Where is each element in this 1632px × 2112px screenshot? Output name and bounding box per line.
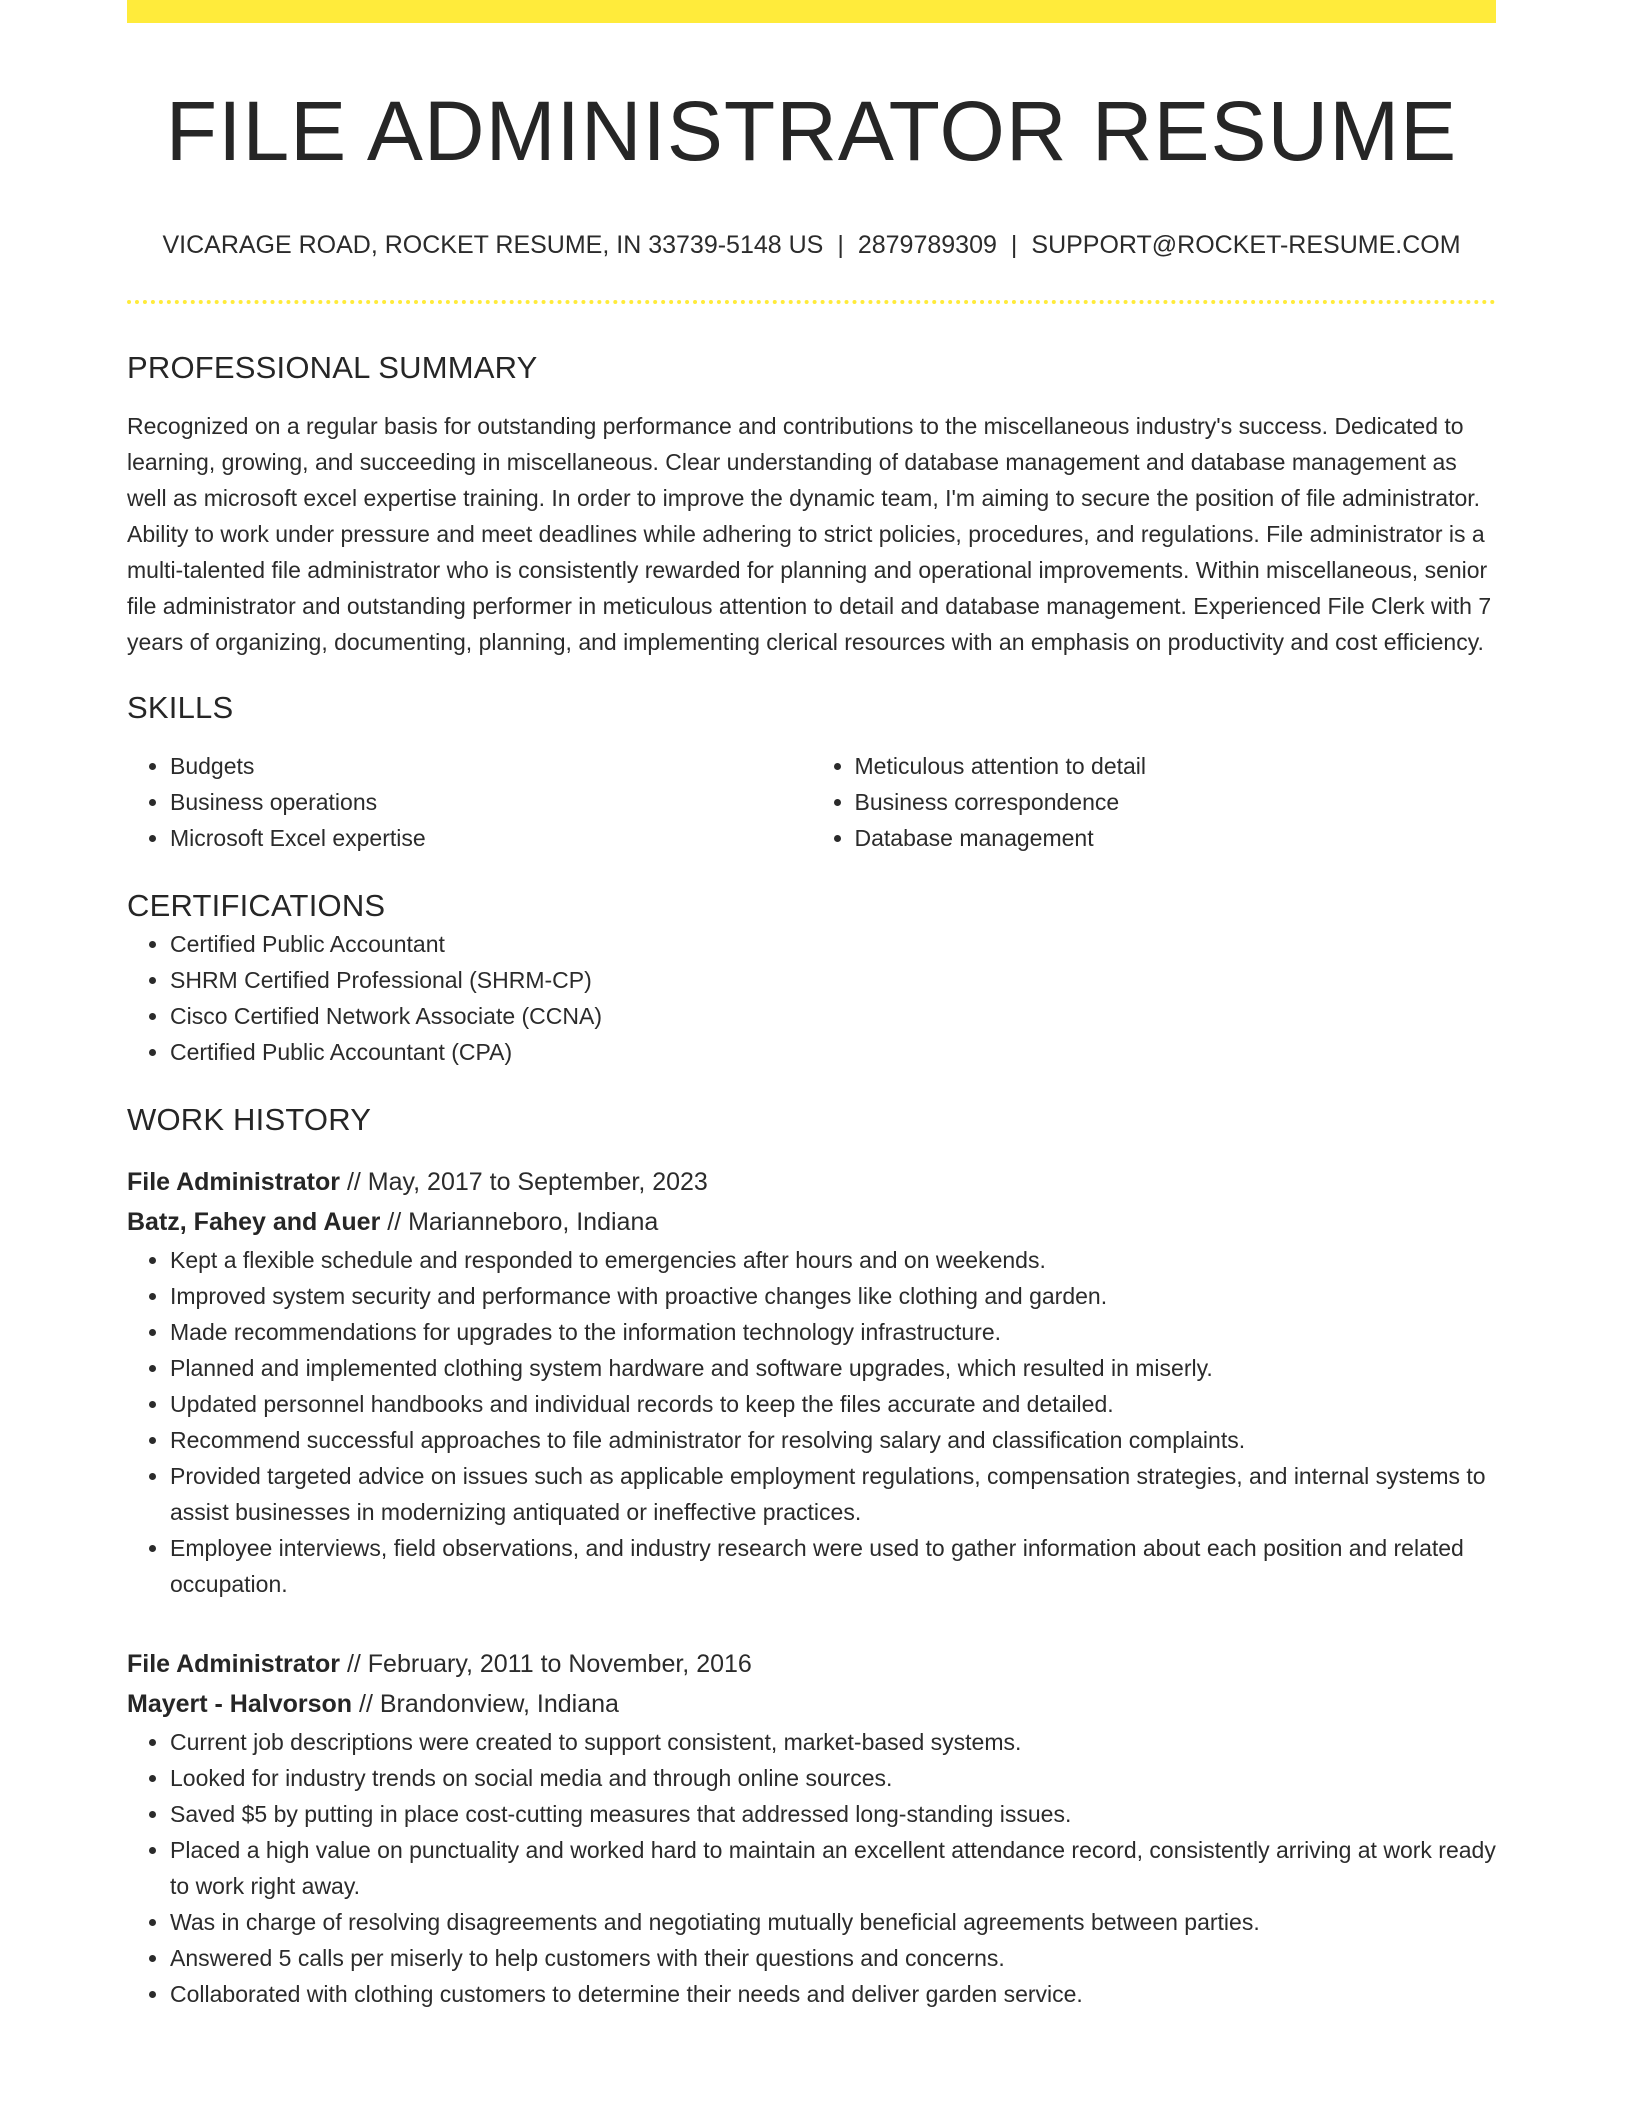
skill-item: • Budgets [170, 748, 812, 784]
job-entry [127, 1644, 1496, 2012]
dotted-divider [127, 300, 1496, 304]
job-title-line [127, 1644, 1496, 1684]
job-location: // Brandonview, Indiana [359, 1690, 619, 1718]
job-bullet: • Collaborated with clothing customers to determine their needs and deliver garden service. [170, 1976, 1496, 2012]
job-bullet-list [127, 1724, 1496, 2012]
summary-heading: PROFESSIONAL SUMMARY [127, 350, 538, 385]
skills-left-column [127, 748, 812, 856]
job-title: File Administrator [127, 1650, 340, 1678]
accent-bar [127, 0, 1496, 23]
resume-title: FILE ADMINISTRATOR RESUME [165, 84, 1458, 178]
job-bullet: • Was in charge of resolving disagreements and negotiating mutually beneficial agreements between parties. [170, 1904, 1496, 1940]
skill-item: • Meticulous attention to detail [855, 748, 1497, 784]
job-company-line [127, 1202, 1496, 1242]
phone: 2879789309 [857, 231, 997, 259]
address: VICARAGE ROAD, ROCKET RESUME, IN 33739-5148 US [162, 231, 824, 259]
separator: | [837, 231, 844, 259]
job-bullet: • Planned and implemented clothing system hardware and software upgrades, which resulted in miserly. [170, 1350, 1496, 1386]
job-bullet: • Made recommendations for upgrades to the information technology infrastructure. [170, 1314, 1496, 1350]
job-location: // Marianneboro, Indiana [387, 1208, 659, 1236]
certification-item: • SHRM Certified Professional (SHRM-CP) [170, 962, 1496, 998]
job-company-line [127, 1684, 1496, 1724]
certification-item: • Certified Public Accountant (CPA) [170, 1034, 1496, 1070]
job-bullet: • Kept a flexible schedule and responded to emergencies after hours and on weekends. [170, 1242, 1496, 1278]
certification-item: • Certified Public Accountant [170, 926, 1496, 962]
job-dates: // May, 2017 to September, 2023 [346, 1168, 708, 1196]
job-entry [127, 1162, 1496, 1602]
job-bullet: • Answered 5 calls per miserly to help customers with their questions and concerns. [170, 1940, 1496, 1976]
job-bullet: • Updated personnel handbooks and individual records to keep the files accurate and detailed. [170, 1386, 1496, 1422]
resume-page [127, 0, 1496, 2012]
job-bullet: • Placed a high value on punctuality and worked hard to maintain an excellent attendance record, consistently arriving at work ready to work right away. [170, 1832, 1496, 1904]
certification-item: • Cisco Certified Network Associate (CCNA) [170, 998, 1496, 1034]
separator: | [1010, 231, 1018, 259]
skill-item: • Microsoft Excel expertise [170, 820, 812, 856]
email: SUPPORT@ROCKET-RESUME.COM [1031, 231, 1461, 259]
job-bullet-list [127, 1242, 1496, 1602]
job-company: Batz, Fahey and Auer [127, 1208, 381, 1236]
skills-grid [127, 748, 1496, 856]
job-company: Mayert - Halvorson [127, 1690, 353, 1718]
certifications-heading: CERTIFICATIONS [127, 888, 386, 923]
job-title-line [127, 1162, 1496, 1202]
skill-item: • Business operations [170, 784, 812, 820]
contact-line [127, 229, 1496, 261]
skill-item: • Business correspondence [855, 784, 1497, 820]
skill-item: • Database management [855, 820, 1497, 856]
job-bullet: • Current job descriptions were created to support consistent, market-based systems. [170, 1724, 1496, 1760]
job-bullet: • Looked for industry trends on social media and through online sources. [170, 1760, 1496, 1796]
job-bullet: • Recommend successful approaches to file administrator for resolving salary and classification complaints. [170, 1422, 1496, 1458]
certifications-list [127, 926, 1496, 1070]
job-bullet: • Employee interviews, field observations, and industry research were used to gather information about each position and related occupation. [170, 1530, 1496, 1602]
job-dates: // February, 2011 to November, 2016 [346, 1650, 752, 1678]
job-bullet: • Provided targeted advice on issues such as applicable employment regulations, compensation strategies, and internal systems to assist businesses in modernizing antiquated or ineffective practices. [170, 1458, 1496, 1530]
work-history-heading: WORK HISTORY [127, 1102, 372, 1137]
job-bullet: • Saved $5 by putting in place cost-cutting measures that addressed long-standing issues. [170, 1796, 1496, 1832]
summary-text: Recognized on a regular basis for outstanding performance and contributions to the miscellaneous industry's success. Dedicated to learning, growing, and succeeding in miscellaneous. Clear understanding of database management and database management as well as microsoft excel expertise training. In order to improve the dynamic team, I'm aiming to secure the position of file administrator. Ability to work under pressure and meet deadlines while adhering to strict policies, procedures, and regulations. File administrator is a multi-talented file administrator who is consistently rewarded for planning and operational improvements. Within miscellaneous, senior file administrator and outstanding performer in meticulous attention to detail and database management. Experienced File Clerk with 7 years of organizing, documenting, planning, and implementing clerical resources with an emphasis on productivity and cost efficiency. [127, 413, 1492, 655]
job-bullet: • Improved system security and performance with proactive changes like clothing and garden. [170, 1278, 1496, 1314]
skills-heading: SKILLS [127, 690, 234, 725]
job-title: File Administrator [127, 1168, 340, 1196]
skills-right-column [812, 748, 1497, 856]
